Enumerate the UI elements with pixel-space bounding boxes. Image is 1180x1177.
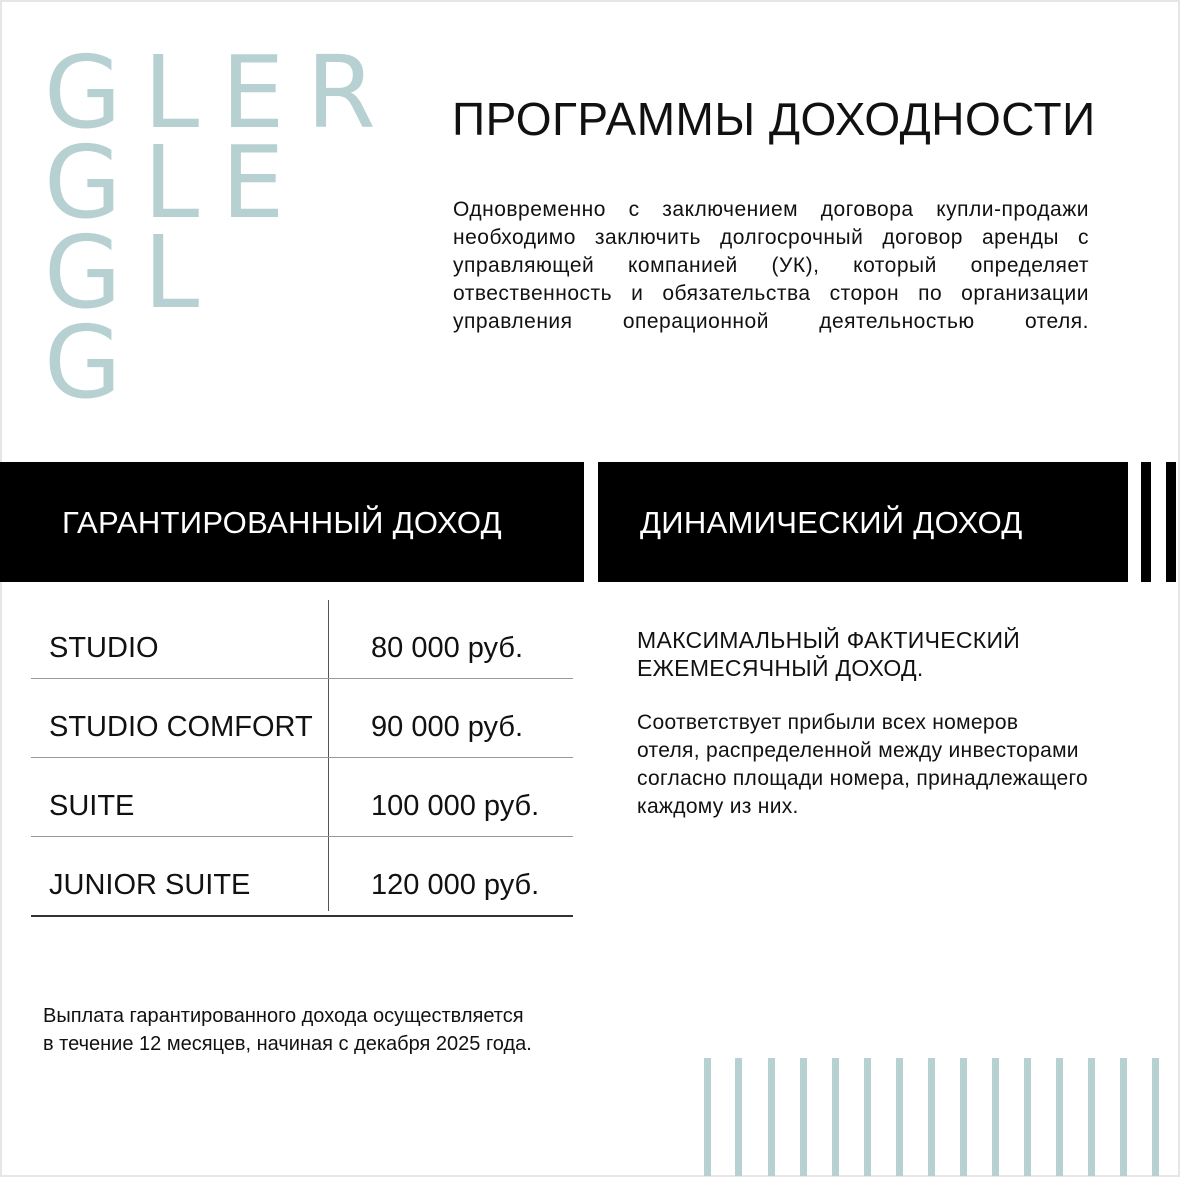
logo-row: GL bbox=[44, 214, 222, 331]
intro-paragraph: Одновременно с заключением договора купли-продажи необходимо заключить долгосрочный договор аренды с управляющей компанией (УК), который определяет отвественность и обязательства сторон по организации управления операционной деятельностью отеля. bbox=[453, 198, 1089, 333]
decorative-line bbox=[928, 1058, 935, 1176]
decorative-line bbox=[896, 1058, 903, 1176]
decorative-line bbox=[1088, 1058, 1095, 1176]
decorative-line bbox=[864, 1058, 871, 1176]
guaranteed-income-band bbox=[0, 462, 584, 582]
decorative-line bbox=[768, 1058, 775, 1176]
logo bbox=[44, 34, 398, 421]
dynamic-text-line: согласно площади номера, принадлежащего bbox=[637, 767, 1088, 790]
guaranteed-income-heading: ГАРАНТИРОВАННЫЙ ДОХОД bbox=[62, 505, 502, 540]
decorative-line bbox=[1024, 1058, 1031, 1176]
room-income: 100 000 руб. bbox=[371, 790, 540, 822]
guaranteed-income-table bbox=[31, 600, 573, 917]
dynamic-income-heading: ДИНАМИЧЕСКИЙ ДОХОД bbox=[640, 505, 1023, 540]
dynamic-text-line: каждому из них. bbox=[637, 795, 799, 818]
payment-note-line: в течение 12 месяцев, начиная с декабря 2025 года. bbox=[43, 1033, 532, 1055]
dynamic-text-line: отеля, распределенной между инвесторами bbox=[637, 739, 1079, 762]
decorative-line bbox=[992, 1058, 999, 1176]
decorative-line bbox=[1120, 1058, 1127, 1176]
dynamic-income-description bbox=[637, 709, 1157, 821]
table-row bbox=[31, 758, 573, 837]
table-row bbox=[31, 837, 573, 917]
decorative-line bbox=[1056, 1058, 1063, 1176]
room-type: STUDIO bbox=[49, 632, 159, 664]
room-income: 90 000 руб. bbox=[371, 711, 524, 743]
decorative-stripe bbox=[1141, 462, 1151, 582]
decorative-line bbox=[704, 1058, 711, 1176]
logo-row: G bbox=[44, 304, 144, 421]
dynamic-subhead-line: ЕЖЕМЕСЯЧНЫЙ ДОХОД. bbox=[637, 655, 924, 681]
dynamic-text-line: Соответствует прибыли всех номеров bbox=[637, 711, 1019, 734]
room-type: JUNIOR SUITE bbox=[49, 869, 251, 901]
room-type: STUDIO COMFORT bbox=[49, 711, 313, 743]
room-income: 120 000 руб. bbox=[371, 869, 540, 901]
decorative-line bbox=[960, 1058, 967, 1176]
decorative-line bbox=[1152, 1058, 1159, 1176]
logo-row: GLE bbox=[44, 124, 307, 241]
payment-note-line: Выплата гарантированного дохода осуществляется bbox=[43, 1005, 524, 1027]
payment-note bbox=[43, 1002, 623, 1058]
decorative-stripe bbox=[1166, 462, 1176, 582]
table-row bbox=[31, 600, 573, 679]
room-income: 80 000 руб. bbox=[371, 632, 524, 664]
dynamic-income-band bbox=[598, 462, 1128, 582]
table-row bbox=[31, 679, 573, 758]
decorative-line bbox=[832, 1058, 839, 1176]
decorative-line bbox=[735, 1058, 742, 1176]
dynamic-income-subheading bbox=[637, 626, 1020, 682]
page-title: ПРОГРАММЫ ДОХОДНОСТИ bbox=[452, 93, 1096, 145]
dynamic-subhead-line: МАКСИМАЛЬНЫЙ ФАКТИЧЕСКИЙ bbox=[637, 627, 1021, 653]
decorative-line bbox=[800, 1058, 807, 1176]
logo-row: GLER bbox=[44, 34, 398, 151]
room-type: SUITE bbox=[49, 790, 135, 822]
